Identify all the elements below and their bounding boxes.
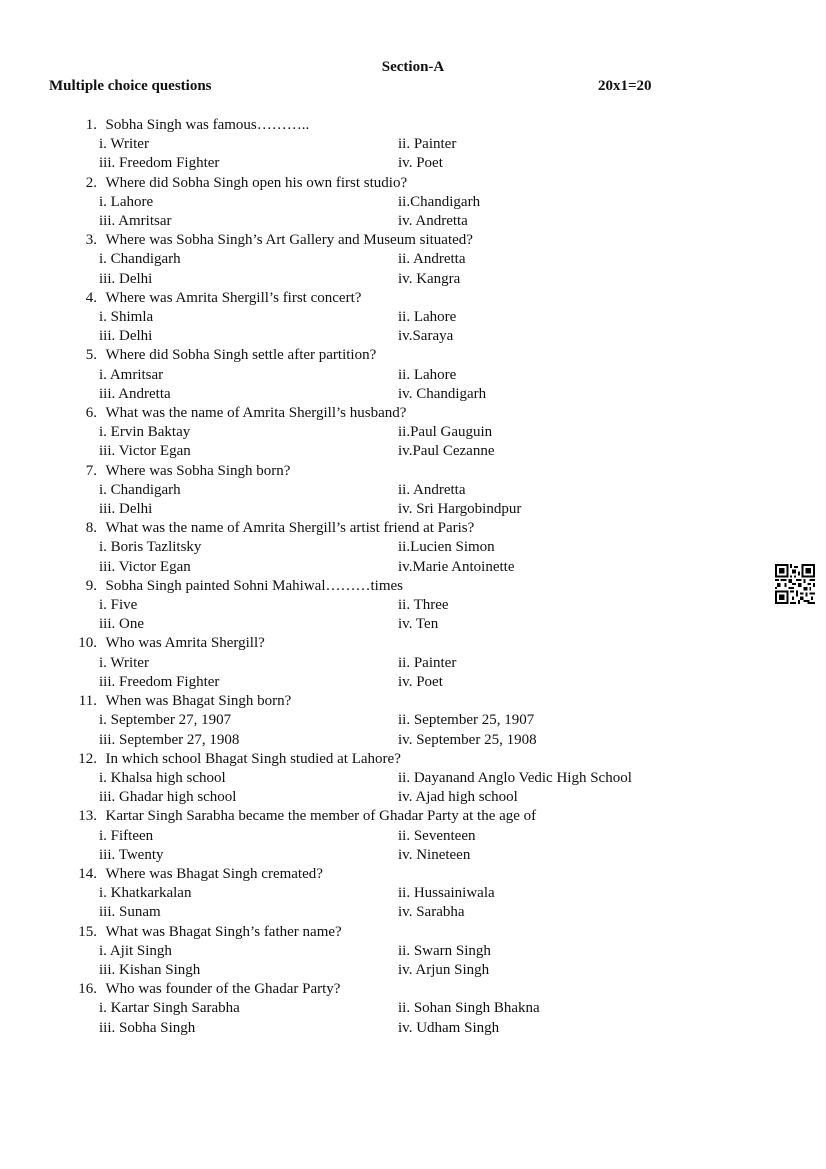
question-item	[62, 865, 702, 923]
answer-option: iv. Udham Singh	[398, 1019, 500, 1036]
option-row	[62, 423, 702, 442]
answer-option: i. September 27, 1907	[99, 712, 232, 729]
answer-option: i. Ervin Baktay	[99, 424, 191, 441]
option-row	[62, 884, 702, 903]
question-item	[62, 692, 702, 750]
answer-option: iii. Freedom Fighter	[99, 155, 220, 172]
question-item	[62, 462, 702, 520]
question-item	[62, 174, 702, 232]
option-row	[62, 212, 702, 231]
answer-option: i. Boris Tazlitsky	[99, 539, 202, 556]
option-row	[62, 615, 702, 634]
question-line	[62, 174, 702, 193]
answer-option: iv.Marie Antoinette	[398, 558, 515, 575]
question-item	[62, 807, 702, 865]
answer-option: iii. Freedom Fighter	[99, 673, 220, 690]
question-number: 5.	[85, 347, 97, 364]
option-row	[62, 558, 702, 577]
answer-option: iv. Kangra	[398, 270, 461, 287]
question-number: 4.	[85, 289, 97, 306]
answer-option: i. Chandigarh	[99, 251, 181, 268]
question-text: Where was Amrita Shergill’s first concert?	[105, 289, 362, 306]
answer-option: iii. Sobha Singh	[99, 1019, 196, 1036]
question-item	[62, 923, 702, 981]
answer-option: ii. Painter	[398, 654, 457, 671]
question-text: Where did Sobha Singh open his own first studio?	[105, 174, 408, 191]
question-line	[62, 404, 702, 423]
answer-option: ii. September 25, 1907	[398, 712, 535, 729]
answer-option: i. Khalsa high school	[99, 769, 226, 786]
answer-option: ii. Lahore	[398, 366, 457, 383]
answer-option: iii. Victor Egan	[99, 558, 191, 575]
qr-code-icon	[775, 564, 815, 604]
option-row	[62, 327, 702, 346]
question-number: 2.	[85, 174, 97, 191]
question-item	[62, 404, 702, 462]
question-number: 7.	[85, 462, 97, 479]
answer-option: iv. Andretta	[398, 213, 468, 230]
answer-option: iii. One	[99, 616, 144, 633]
answer-option: ii. Sohan Singh Bhakna	[398, 1000, 540, 1017]
question-line	[62, 289, 702, 308]
option-row	[62, 250, 702, 269]
question-line	[62, 923, 702, 942]
answer-option: iv. Arjun Singh	[398, 961, 490, 978]
option-row	[62, 827, 702, 846]
answer-option: iii. Delhi	[99, 501, 153, 518]
question-number: 8.	[85, 520, 97, 537]
answer-option: iii. Victor Egan	[99, 443, 191, 460]
option-row	[62, 270, 702, 289]
question-text: Sobha Singh painted Sohni Mahiwal………times	[105, 577, 403, 594]
question-line	[62, 577, 702, 596]
option-row	[62, 366, 702, 385]
question-line	[62, 865, 702, 884]
question-text: Who was founder of the Ghadar Party?	[105, 981, 341, 998]
answer-option: i. Amritsar	[99, 366, 164, 383]
answer-option: iv. Chandigarh	[398, 385, 487, 402]
question-text: Sobha Singh was famous………..	[105, 117, 310, 133]
question-text: What was Bhagat Singh’s father name?	[105, 923, 342, 940]
answer-option: iv. Poet	[398, 673, 443, 690]
question-line	[62, 692, 702, 711]
question-number: 3.	[85, 232, 97, 249]
marks-scheme: 20x1=20	[598, 78, 652, 94]
question-text: Where did Sobha Singh settle after partition?	[105, 347, 377, 364]
option-row	[62, 711, 702, 730]
answer-option: iii. Ghadar high school	[99, 789, 237, 806]
option-row	[62, 538, 702, 557]
option-row	[62, 961, 702, 980]
option-row	[62, 308, 702, 327]
question-text: Where was Sobha Singh’s Art Gallery and Museum situated?	[105, 232, 473, 249]
question-text: Where was Bhagat Singh cremated?	[105, 865, 323, 882]
answer-option: ii.Lucien Simon	[398, 539, 495, 556]
answer-option: iii. Kishan Singh	[99, 961, 201, 978]
answer-option: i. Writer	[99, 136, 149, 153]
question-item	[62, 980, 702, 1038]
option-row	[62, 942, 702, 961]
question-text: When was Bhagat Singh born?	[105, 693, 292, 710]
answer-option: ii. Andretta	[398, 251, 466, 268]
question-number: 15.	[78, 923, 97, 940]
option-row	[62, 442, 702, 461]
answer-option: ii. Andretta	[398, 481, 466, 498]
question-text: Who was Amrita Shergill?	[105, 635, 265, 652]
answer-option: iii. Twenty	[99, 846, 164, 863]
answer-option: iv. Poet	[398, 155, 443, 172]
answer-option: i. Fifteen	[99, 827, 154, 844]
answer-option: iv.Paul Cezanne	[398, 443, 495, 460]
option-row	[62, 1019, 702, 1038]
answer-option: i. Ajit Singh	[99, 942, 172, 959]
answer-option: i. Kartar Singh Sarabha	[99, 1000, 240, 1017]
option-row	[62, 135, 702, 154]
mcq-heading: Multiple choice questions	[49, 78, 212, 94]
question-line	[62, 519, 702, 538]
question-line	[62, 346, 702, 365]
answer-option: ii. Painter	[398, 136, 457, 153]
option-row	[62, 673, 702, 692]
answer-option: i. Chandigarh	[99, 481, 181, 498]
answer-option: ii. Lahore	[398, 309, 457, 326]
answer-option: iv. Ten	[398, 616, 439, 633]
answer-option: i. Khatkarkalan	[99, 885, 192, 902]
option-row	[62, 999, 702, 1018]
answer-option: ii. Dayanand Anglo Vedic High School	[398, 769, 632, 786]
question-text: What was the name of Amrita Shergill’s artist friend at Paris?	[105, 520, 475, 537]
answer-option: ii. Swarn Singh	[398, 942, 491, 959]
answer-option: i. Five	[99, 597, 138, 614]
answer-option: i. Lahore	[99, 193, 154, 210]
question-number: 10.	[78, 635, 97, 652]
answer-option: iv. Ajad high school	[398, 789, 518, 806]
question-number: 14.	[78, 865, 97, 882]
option-row	[62, 788, 702, 807]
question-item	[62, 116, 702, 174]
question-line	[62, 462, 702, 481]
answer-option: iii. September 27, 1908	[99, 731, 240, 748]
question-number: 1.	[85, 117, 97, 133]
answer-option: iii. Delhi	[99, 270, 153, 287]
option-row	[62, 193, 702, 212]
question-text: Kartar Singh Sarabha became the member of Ghadar Party at the age of	[105, 808, 537, 825]
option-row	[62, 596, 702, 615]
question-line	[62, 634, 702, 653]
answer-option: iii. Delhi	[99, 328, 153, 345]
question-text: In which school Bhagat Singh studied at Lahore?	[105, 750, 401, 767]
question-number: 9.	[85, 577, 97, 594]
answer-option: ii.Chandigarh	[398, 193, 481, 210]
question-line	[62, 980, 702, 999]
question-number: 11.	[78, 693, 97, 710]
question-line	[62, 231, 702, 250]
option-row	[62, 154, 702, 173]
question-item	[62, 634, 702, 692]
answer-option: iv. Sri Hargobindpur	[398, 501, 522, 518]
question-item	[62, 231, 702, 289]
question-text: Where was Sobha Singh born?	[105, 462, 291, 479]
question-list	[62, 116, 702, 1038]
answer-option: ii. Hussainiwala	[398, 885, 495, 902]
option-row	[62, 731, 702, 750]
option-row	[62, 500, 702, 519]
option-row	[62, 903, 702, 922]
answer-option: iii. Amritsar	[99, 213, 172, 230]
question-item	[62, 577, 702, 635]
answer-option: iv. Nineteen	[398, 846, 471, 863]
question-line	[62, 750, 702, 769]
answer-option: iii. Andretta	[99, 385, 171, 402]
question-item	[62, 519, 702, 577]
answer-option: i. Shimla	[99, 309, 154, 326]
option-row	[62, 481, 702, 500]
question-number: 6.	[85, 405, 97, 422]
option-row	[62, 385, 702, 404]
question-number: 12.	[78, 750, 97, 767]
section-title: Section-A	[381, 59, 445, 75]
question-line	[62, 116, 702, 135]
answer-option: iv. Sarabha	[398, 904, 465, 921]
question-line	[62, 807, 702, 826]
option-row	[62, 769, 702, 788]
answer-option: ii.Paul Gauguin	[398, 424, 493, 441]
answer-option: iv. September 25, 1908	[398, 731, 537, 748]
question-item	[62, 289, 702, 347]
answer-option: iii. Sunam	[99, 904, 161, 921]
question-number: 13.	[78, 808, 97, 825]
question-number: 16.	[78, 981, 97, 998]
answer-option: iv.Saraya	[398, 328, 454, 345]
question-item	[62, 346, 702, 404]
answer-option: i. Writer	[99, 654, 149, 671]
answer-option: ii. Three	[398, 597, 449, 614]
question-item	[62, 750, 702, 808]
option-row	[62, 654, 702, 673]
question-text: What was the name of Amrita Shergill’s husband?	[105, 405, 407, 422]
option-row	[62, 846, 702, 865]
answer-option: ii. Seventeen	[398, 827, 476, 844]
